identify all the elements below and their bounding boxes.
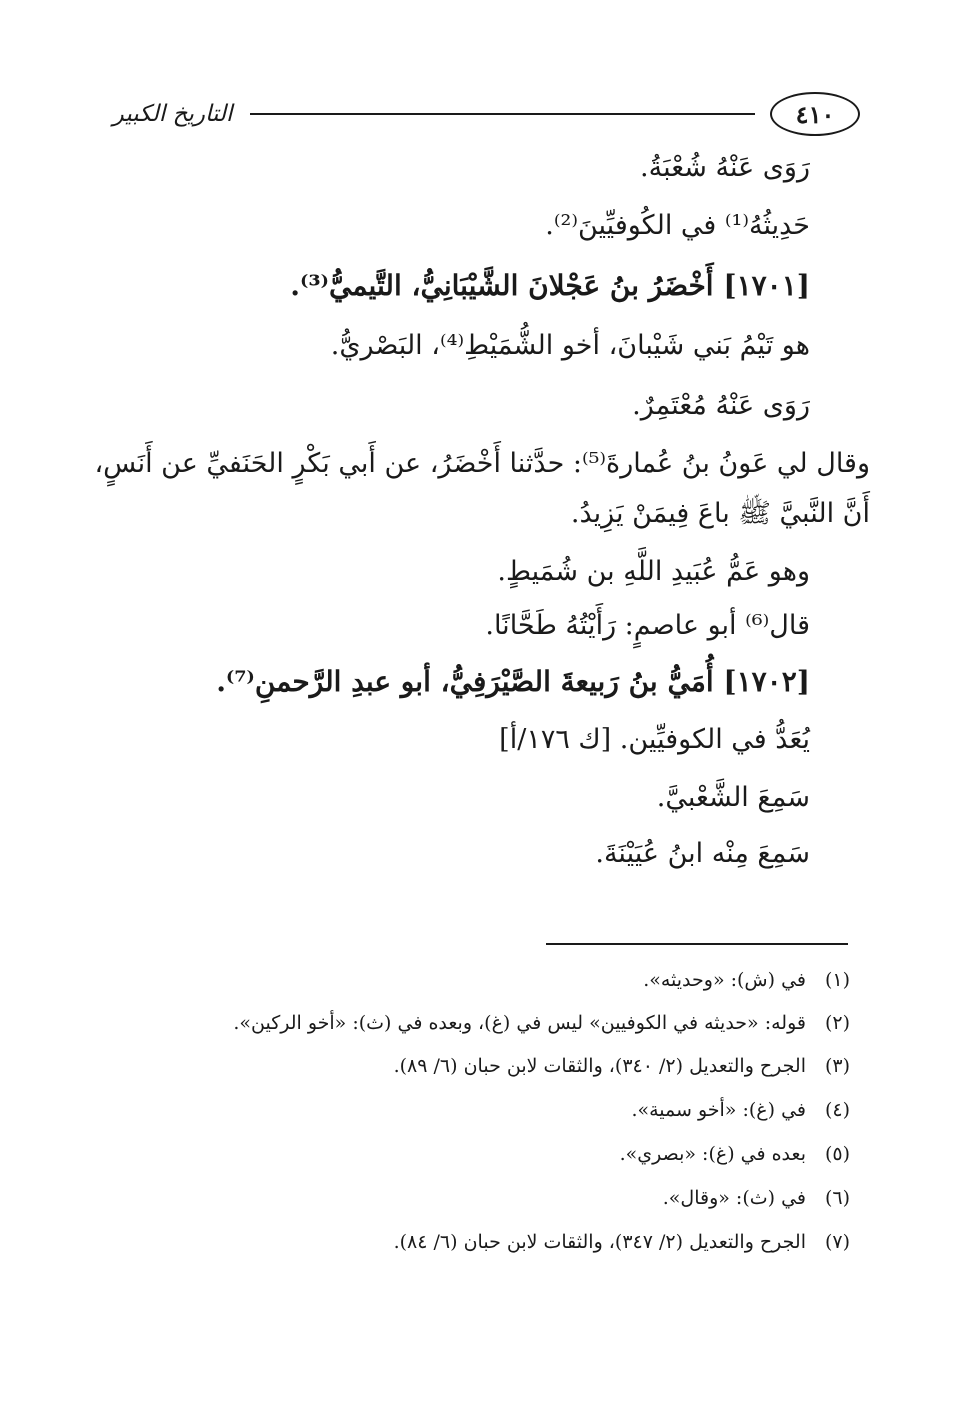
footnote: [631, 1095, 850, 1125]
page-number: ٤١٠: [770, 92, 860, 136]
footnote-number: (٣): [824, 1055, 850, 1077]
text-line: يُعَدُّ في الكوفيِّين. [ك ١٧٦/أ]: [499, 724, 810, 755]
footnote: [394, 1051, 850, 1081]
footnote-number: (٥): [824, 1143, 850, 1165]
footnote: [663, 1183, 850, 1213]
text-line: سَمِعَ مِنْه ابنُ عُيَيْنَةَ.: [595, 838, 810, 869]
footnote: [643, 965, 850, 995]
text-line: رَوَى عَنْهُ شُعْبَةُ.: [640, 152, 810, 183]
text-line: وهو عَمُّ عُبَيدِ اللَّهِ بن شُمَيطٍ.: [497, 556, 810, 587]
footnote-number: (٢): [824, 1012, 850, 1034]
footnote-text: بعده في (غ): «بصري».: [619, 1143, 806, 1165]
footnote: [620, 1139, 850, 1169]
footnote-number: (١): [824, 969, 850, 991]
header-rule: [250, 113, 755, 115]
text-line: هو تَيْمُ بَني شَيْبانَ، أخو الشُّمَيْطِ⁽⁴⁾، البَصْريُّ.: [330, 330, 810, 361]
footnote-number: (٦): [824, 1187, 850, 1209]
footnote: [394, 1227, 850, 1257]
book-title: التاريخ الكبير: [112, 101, 233, 127]
footnote-text: الجرح والتعديل (٢/ ٣٤٧)، والثقات لابن حبان (٦/ ٨٤).: [393, 1231, 806, 1253]
text-line: سَمِعَ الشَّعْبيَّ.: [656, 782, 810, 813]
footnote-text: في (غ): «أخو سمية».: [631, 1099, 806, 1121]
footnote-number: (٤): [824, 1099, 850, 1121]
footnote-text: قوله: «حديثه في الكوفيين» ليس في (غ)، وبعده في (ث): «أخو الركين».: [233, 1012, 806, 1034]
text-line: حَدِيثُهُ⁽¹⁾ في الكُوفيِّينَ⁽²⁾.: [545, 210, 810, 241]
entry-heading-1702: [١٧٠٢] أُمَيُّ بنُ رَبيعةَ الصَّيْرَفِيُّ، أبو عبدِ الرَّحمنِ⁽⁷⁾.: [216, 665, 810, 698]
text-line: قال⁽⁶⁾ أبو عاصمٍ: رَأَيْتُهُ طَحَّانًا.: [485, 610, 810, 641]
footnote-number: (٧): [824, 1231, 850, 1253]
text-line: رَوَى عَنْهُ مُعْتَمِرٌ.: [632, 390, 810, 421]
footnote-separator: [546, 943, 848, 945]
text-line: وقال لي عَونُ بنُ عُمارةَ⁽⁵⁾: حدَّثنا أَخْضَرُ، عن أَبي بَكْرٍ الحَنَفيِّ عن أَنَسٍ،: [94, 448, 870, 479]
footnote-text: في (ث): «وقال».: [662, 1187, 806, 1209]
text-line: أَنَّ النَّبيَّ ﷺ باعَ فِيمَنْ يَزِيدُ.: [570, 498, 870, 529]
footnote-text: في (ش): «وحديثه».: [643, 969, 806, 991]
page-header: [100, 92, 860, 142]
footnote: [233, 1008, 850, 1038]
footnote-text: الجرح والتعديل (٢/ ٣٤٠)، والثقات لابن حبان (٦/ ٨٩).: [393, 1055, 806, 1077]
entry-heading-1701: [١٧٠١] أَخْضَرُ بنُ عَجْلانَ الشَّيْبَانِيُّ، التَّيميُّ⁽³⁾.: [290, 269, 810, 302]
